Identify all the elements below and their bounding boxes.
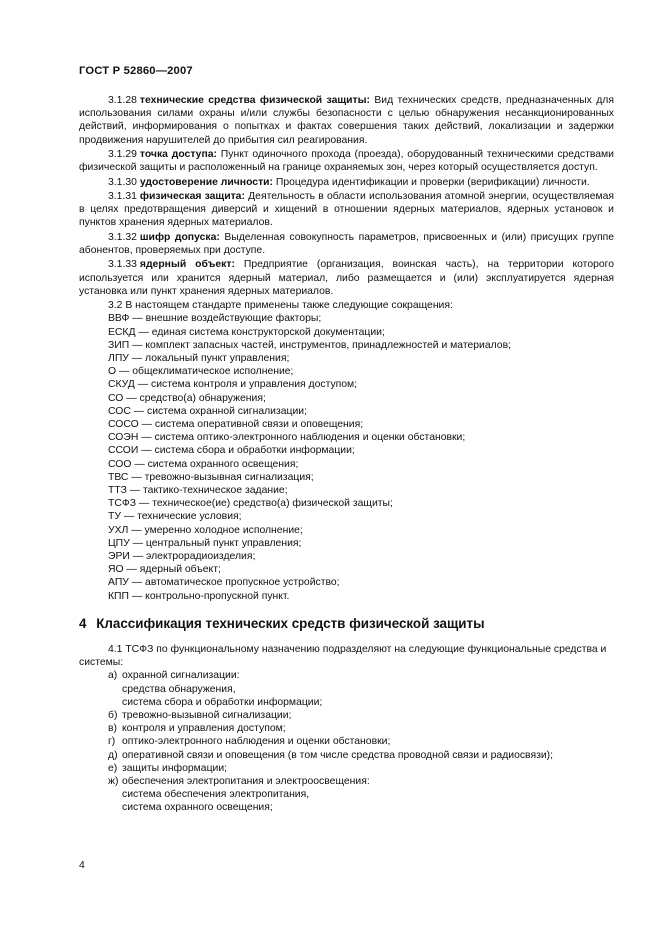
list-subitem: средства обнаружения,	[122, 683, 236, 695]
section-intro: 4.1 ТСФЗ по функциональному назначению подразделяют на следующие функциональные средства и системы:	[79, 644, 607, 669]
abbreviation-item: СОС — система охранной сигнализации;	[108, 405, 307, 417]
abbreviation-item: ЛПУ — локальный пункт управления;	[108, 352, 290, 364]
list-item	[108, 775, 614, 788]
abbreviation-item: ЭРИ — электрорадиоизделия;	[108, 551, 256, 563]
list-item-text: оперативной связи и оповещения (в том числе средства проводной связи и радиосвязи);	[122, 749, 554, 761]
definition-text: Выделенная совокупность параметров, присвоенных и (или) присущих группе абонентов, проверяемых при доступе.	[79, 231, 614, 256]
list-subitem: система сбора и обработки информации;	[122, 696, 323, 708]
list-item-letter: ж)	[108, 776, 119, 788]
abbreviation-item: СОЭН — система оптико-электронного наблюдения и оценки обстановки;	[108, 432, 466, 444]
abbreviations-intro: 3.2 В настоящем стандарте применены также следующие сокращения:	[108, 300, 453, 312]
abbreviation-item: ТВС — тревожно-вызывная сигнализация;	[108, 471, 314, 483]
abbreviation-item: ЗИП — комплект запасных частей, инструментов, принадлежностей и материалов;	[108, 339, 511, 351]
definition-term: технические средства физической защиты:	[139, 95, 370, 106]
list-item	[108, 709, 614, 722]
list-item-letter: г)	[108, 736, 116, 748]
list-item-letter: б)	[108, 710, 118, 722]
list-item-letter: д)	[108, 749, 118, 761]
abbreviation-item: АПУ — автоматическое пропускное устройство;	[108, 577, 340, 589]
definition-text: Пункт одиночного прохода (проезда), оборудованный техническими средствами физической защиты и расположенный на границе охраняемых зон, через который осуществляется доступ.	[79, 149, 614, 174]
definition-text: Предприятие (организация, воинская часть), на территории которого используется или хранится ядерный материал, либо размещается и (или) эксплуатируется ядерная установка или пункт хранения ядерных материалов.	[79, 259, 615, 297]
list-item	[108, 669, 614, 682]
list-item-text: оптико-электронного наблюдения и оценки обстановки;	[122, 736, 391, 748]
definition-term: точка доступа:	[139, 149, 217, 160]
abbreviation-item: ЯО — ядерный объект;	[108, 564, 221, 576]
abbreviation-item: СОСО — система оперативной связи и оповещения;	[108, 419, 364, 430]
definition-number: 3.1.30	[108, 176, 137, 188]
section-number: 4	[79, 615, 87, 631]
list-subitem: система охранного освещения;	[122, 802, 273, 814]
abbreviation-item: ВВФ — внешние воздействующие факторы;	[108, 313, 322, 325]
definition-paragraph	[79, 231, 614, 257]
list-item-text: охранной сигнализации:	[122, 670, 240, 682]
abbreviation-item: СКУД — система контроля и управления доступом;	[108, 379, 358, 391]
document-header: ГОСТ Р 52860—2007	[79, 65, 193, 77]
definition-term: шифр допуска:	[139, 231, 220, 243]
definition-paragraph	[79, 190, 614, 230]
list-subitem: система обеспечения электропитания,	[122, 789, 310, 801]
page-number: 4	[79, 860, 85, 871]
list-item-text: обеспечения электропитания и электроосвещения:	[122, 776, 370, 788]
definition-text: Деятельность в области использования атомной энергии, осуществляемая в целях предотвращения диверсий и хищений в отношении ядерных материалов, ядерных установок и пунктов хранения ядерных материалов.	[79, 190, 615, 229]
abbreviation-item: СО — средство(а) обнаружения;	[108, 392, 266, 404]
definition-paragraph	[79, 94, 614, 147]
list-item-letter: е)	[108, 762, 118, 774]
definition-paragraph	[79, 148, 614, 174]
list-item	[108, 762, 614, 775]
list-item-letter: а)	[108, 670, 118, 682]
document-body	[79, 94, 614, 815]
definitions-list	[79, 94, 614, 298]
abbreviation-item: УХЛ — умеренно холодное исполнение;	[108, 524, 303, 536]
abbreviations-list	[79, 312, 614, 602]
definition-number: 3.1.31	[108, 190, 137, 202]
abbreviation-item: ЦПУ — центральный пункт управления;	[108, 537, 302, 549]
section-heading	[79, 617, 614, 630]
definition-number: 3.1.33	[108, 259, 137, 271]
definition-text: Процедура идентификации и проверки (верификации) личности.	[275, 176, 590, 188]
abbreviation-item: КПП — контрольно-пропускной пункт.	[108, 590, 290, 602]
list-item-text: тревожно-вызывной сигнализации;	[122, 710, 292, 722]
definition-term: удостоверение личности:	[139, 176, 273, 188]
definition-number: 3.1.28	[108, 95, 137, 106]
definition-paragraph	[79, 176, 614, 189]
abbreviation-item: СОО — система охранного освещения;	[108, 458, 299, 470]
definition-number: 3.1.29	[108, 149, 137, 160]
list-item-letter: в)	[108, 723, 117, 735]
abbreviation-item: ССОИ — система сбора и обработки информации;	[108, 445, 355, 457]
definition-number: 3.1.32	[108, 231, 137, 243]
definition-term: физическая защита:	[139, 190, 245, 202]
list-item	[108, 749, 614, 762]
abbreviation-item: ТТЗ — тактико-техническое задание;	[108, 485, 288, 497]
function-list	[79, 669, 614, 814]
definition-text: Вид технических средств, предназначенных для использования силами охраны и/или службы безопасности с целью обнаружения несанкционированных действий, информирования о попытках и фактах совершения таких действий, локализации и задержки продвижения нарушителей до прибытия сил реагирования.	[79, 95, 614, 146]
list-item	[108, 735, 614, 748]
definition-paragraph	[79, 258, 614, 298]
list-item-text: защиты информации;	[122, 762, 228, 774]
list-item	[108, 722, 614, 735]
abbreviation-item: О — общеклиматическое исполнение;	[108, 366, 294, 378]
section-title: Классификация технических средств физической защиты	[96, 615, 485, 631]
definition-term: ядерный объект:	[139, 259, 235, 271]
abbreviation-item: ЕСКД — единая система конструкторской документации;	[108, 326, 385, 338]
abbreviation-item: ТУ — технические условия;	[108, 511, 242, 523]
list-item-text: контроля и управления доступом;	[122, 723, 286, 735]
abbreviation-item: ТСФЗ — техническое(ие) средство(а) физической защиты;	[108, 498, 393, 510]
